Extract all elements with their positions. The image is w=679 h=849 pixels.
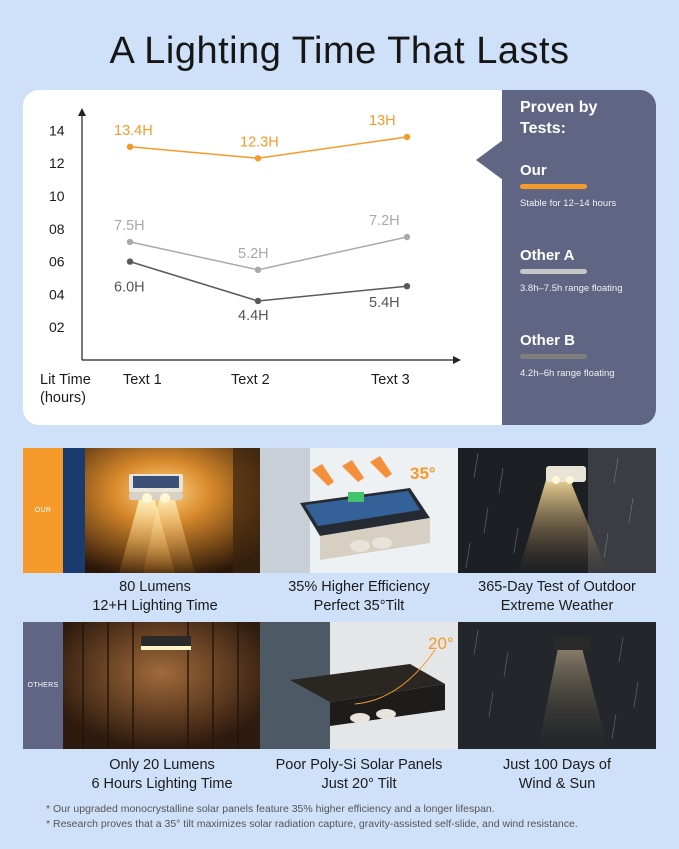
legend-swatch xyxy=(520,354,587,359)
legend-item-our xyxy=(520,162,650,209)
x-axis-arrow xyxy=(453,356,461,364)
y-axis-label: (hours) xyxy=(40,390,86,406)
legend-name: Other A xyxy=(520,247,575,264)
data-label: 6.0H xyxy=(114,279,145,296)
data-point xyxy=(127,239,133,245)
data-point xyxy=(404,134,410,140)
caption-others-panel: Poor Poly-Si Solar Panels Just 20° Tilt xyxy=(275,757,443,792)
y-axis-label: Lit Time xyxy=(40,372,91,388)
x-tick-label: Text 3 xyxy=(371,372,410,388)
y-tick-label: 10 xyxy=(49,188,65,204)
photo-others-lumens xyxy=(63,622,260,749)
legend-item-other-a xyxy=(520,247,650,294)
x-tick-label: Text 2 xyxy=(231,372,270,388)
legend-swatch xyxy=(520,269,587,274)
photo-our-efficiency xyxy=(260,448,458,573)
page-title: A Lighting Time That Lasts xyxy=(109,30,570,72)
row-tag-others: OTHERS xyxy=(23,622,63,749)
data-point xyxy=(127,258,133,264)
data-label: 7.5H xyxy=(114,217,145,234)
data-point xyxy=(255,298,261,304)
row-tag-our: OUR xyxy=(23,448,63,573)
dim-lamp-illustration xyxy=(63,622,260,749)
tilt-angle-badge: 35° xyxy=(410,464,436,483)
y-tick-label: 14 xyxy=(49,122,65,139)
legend-title: Proven by Tests: xyxy=(520,99,598,137)
tilt-angle-badge: 20° xyxy=(428,634,454,653)
legend-desc: 4.2h–6h range floating xyxy=(520,368,615,379)
legend-name: Other B xyxy=(520,332,576,349)
data-point xyxy=(127,144,133,150)
y-tick-label: 04 xyxy=(49,286,65,303)
x-tick-label: Text 1 xyxy=(123,372,162,388)
data-point xyxy=(255,267,261,273)
lamp-glow-illustration xyxy=(63,448,260,573)
photo-our-weather xyxy=(458,448,656,573)
data-label: 13.4H xyxy=(114,122,153,139)
data-label: 5.2H xyxy=(238,245,269,262)
photo-our-lumens xyxy=(63,448,260,573)
y-tick-label: 06 xyxy=(49,253,65,270)
caption-our-lumens: 80 Lumens 12+H Lighting Time xyxy=(92,579,218,614)
rain-night-illustration xyxy=(458,448,656,573)
data-label: 4.4H xyxy=(238,307,269,324)
caption-our-efficiency: 35% Higher Efficiency Perfect 35°Tilt xyxy=(288,579,430,614)
data-label: 7.2H xyxy=(369,213,400,229)
rain-dim-lamp-illustration xyxy=(458,622,656,749)
caption-our-weather: 365-Day Test of Outdoor Extreme Weather xyxy=(478,579,636,614)
footnote-1: * Our upgraded monocrystalline solar panels feature 35% higher efficiency and a longer lifespan. xyxy=(46,803,495,815)
footnote-2: * Research proves that a 35° tilt maximizes solar radiation capture, gravity-assisted self-slide, and wind resistance. xyxy=(46,818,578,830)
caption-others-weather: Just 100 Days of Wind & Sun xyxy=(503,757,611,792)
legend-name: Our xyxy=(520,162,547,179)
data-point xyxy=(404,234,410,240)
y-tick-label: 12 xyxy=(49,155,65,172)
legend-swatch xyxy=(520,184,587,189)
caption-others-lumens: Only 20 Lumens 6 Hours Lighting Time xyxy=(91,757,233,792)
photo-others-panel xyxy=(260,622,458,749)
data-point xyxy=(255,155,261,161)
legend-item-other-b xyxy=(520,332,650,379)
data-label: 13H xyxy=(369,112,396,129)
legend-desc: Stable for 12–14 hours xyxy=(520,198,617,209)
y-tick-label: 02 xyxy=(49,319,65,336)
legend-panel xyxy=(502,90,656,425)
legend-desc: 3.8h–7.5h range floating xyxy=(520,283,623,294)
data-point xyxy=(404,283,410,289)
data-label: 12.3H xyxy=(240,134,279,151)
y-axis-arrow xyxy=(78,108,86,116)
data-label: 5.4H xyxy=(369,295,400,312)
photo-others-weather xyxy=(458,622,656,749)
line-chart xyxy=(23,90,503,425)
y-tick-label: 08 xyxy=(49,220,65,237)
